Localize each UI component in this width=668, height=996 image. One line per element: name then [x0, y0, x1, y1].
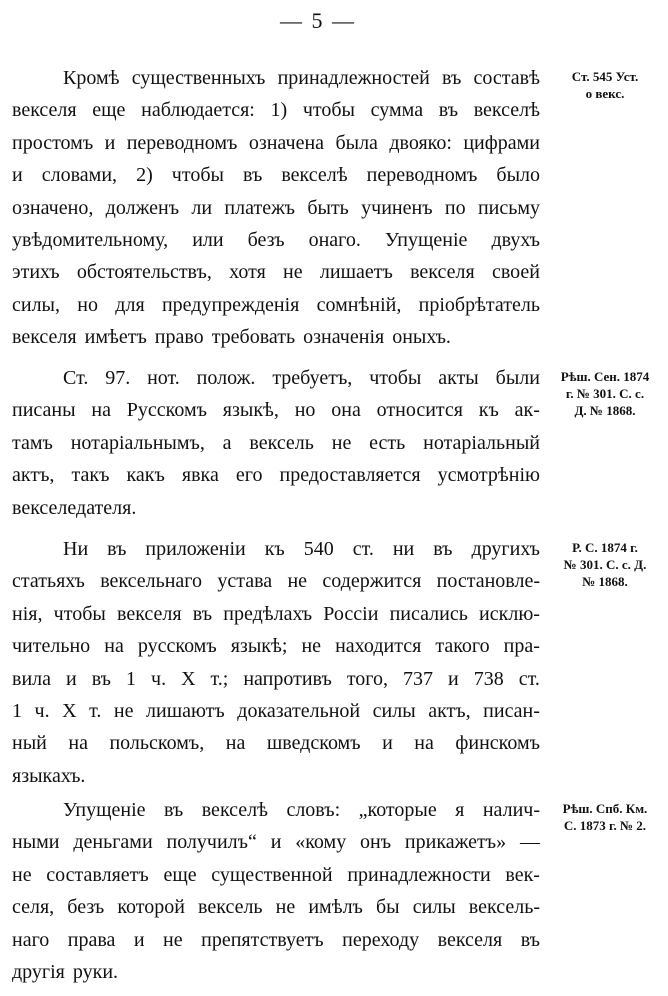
text-line: этихъ обстоятельствъ, хотя не лишаетъ векселя своей: [12, 261, 540, 284]
text-line: векселя еще наблюдается: 1) чтобы сумма въ векселѣ: [12, 99, 540, 122]
paragraph: [12, 794, 540, 988]
text-line: статьяхъ вексельнаго устава не содержится постановле-: [12, 570, 540, 593]
paragraph: [12, 62, 540, 354]
text-line: актъ, такъ какъ явка его предоставляется усмотрѣнію: [12, 464, 540, 487]
text-line: не составляетъ еще существенной принадлежности век-: [12, 863, 540, 886]
text-line: векселя имѣетъ право требовать означенія оныхъ.: [12, 326, 451, 349]
text-line: простомъ и переводномъ означена была двояко: цифрами: [12, 131, 540, 154]
text-line: Ни въ приложеніи къ 540 ст. ни въ другихъ: [63, 538, 540, 560]
text-line: другія руки.: [12, 960, 119, 983]
margin-note-line: Ст. 545 Уст.: [571, 69, 639, 84]
text-line: чительно на русскомъ языкѣ; не находится такого пра-: [12, 635, 540, 658]
margin-note-line: № 301. С. с. Д.: [563, 557, 647, 572]
text-line: и словами, 2) чтобы въ векселѣ переводномъ было: [12, 164, 540, 187]
text-line: Ст. 97. нот. полож. требуетъ, чтобы акты были: [63, 367, 540, 389]
text-line: ными деньгами получилъ“ и «кому онъ прикажетъ» —: [12, 831, 540, 854]
text-line: селя, безъ которой вексель не имѣлъ бы силы вексель-: [12, 896, 540, 919]
text-line: Упущеніе въ векселѣ словъ: „которые я налич-: [63, 799, 540, 821]
margin-note: [546, 539, 664, 590]
text-line: языкахъ.: [12, 764, 86, 787]
text-line: тамъ нотаріальнымъ, а вексель не есть нотаріальный: [12, 431, 540, 454]
page-number: — 5 —: [280, 8, 356, 33]
text-line: писаны на Русскомъ языкѣ, но она относится къ ак-: [12, 399, 540, 422]
margin-note: [546, 68, 664, 102]
text-line: 1 ч. X т. не лишаютъ доказательной силы актъ, писан-: [12, 699, 540, 722]
text-line: увѣдомительному, или безъ онаго. Упущеніе двухъ: [12, 228, 540, 251]
text-line: силы, но для предупрежденія сомнѣній, пріобрѣтатель: [12, 293, 540, 316]
paragraph: [12, 362, 540, 524]
text-line: наго права и не препятствуетъ переходу векселя въ: [12, 928, 540, 951]
text-line: Кромѣ существенныхъ принадлежностей въ составѣ: [63, 67, 540, 89]
margin-note: [546, 800, 664, 834]
text-line: векселедателя.: [12, 496, 137, 519]
paragraph: [12, 533, 540, 792]
margin-note-line: Рѣш. Сен. 1874: [560, 369, 650, 384]
text-line: ный на польскомъ, на шведскомъ и на финскомъ: [12, 732, 540, 755]
text-line: означено, долженъ ли платежъ быть учиненъ по письму: [12, 196, 540, 219]
margin-note-line: г. № 301. С. с.: [565, 386, 645, 401]
text-line: вила и въ 1 ч. X т.; напротивъ того, 737 и 738 ст.: [12, 667, 540, 690]
margin-note-line: С. 1873 г. № 2.: [563, 818, 647, 833]
margin-note: [546, 368, 664, 419]
margin-note-line: Рѣш. Спб. Км.: [562, 801, 648, 816]
margin-note-line: № 1868.: [582, 574, 628, 589]
margin-note-line: о векс.: [585, 86, 625, 101]
margin-note-line: Д. № 1868.: [574, 403, 636, 418]
margin-note-line: Р. С. 1874 г.: [572, 540, 638, 555]
text-line: нія, чтобы векселя въ предѣлахъ Россіи писались исклю-: [12, 602, 540, 625]
